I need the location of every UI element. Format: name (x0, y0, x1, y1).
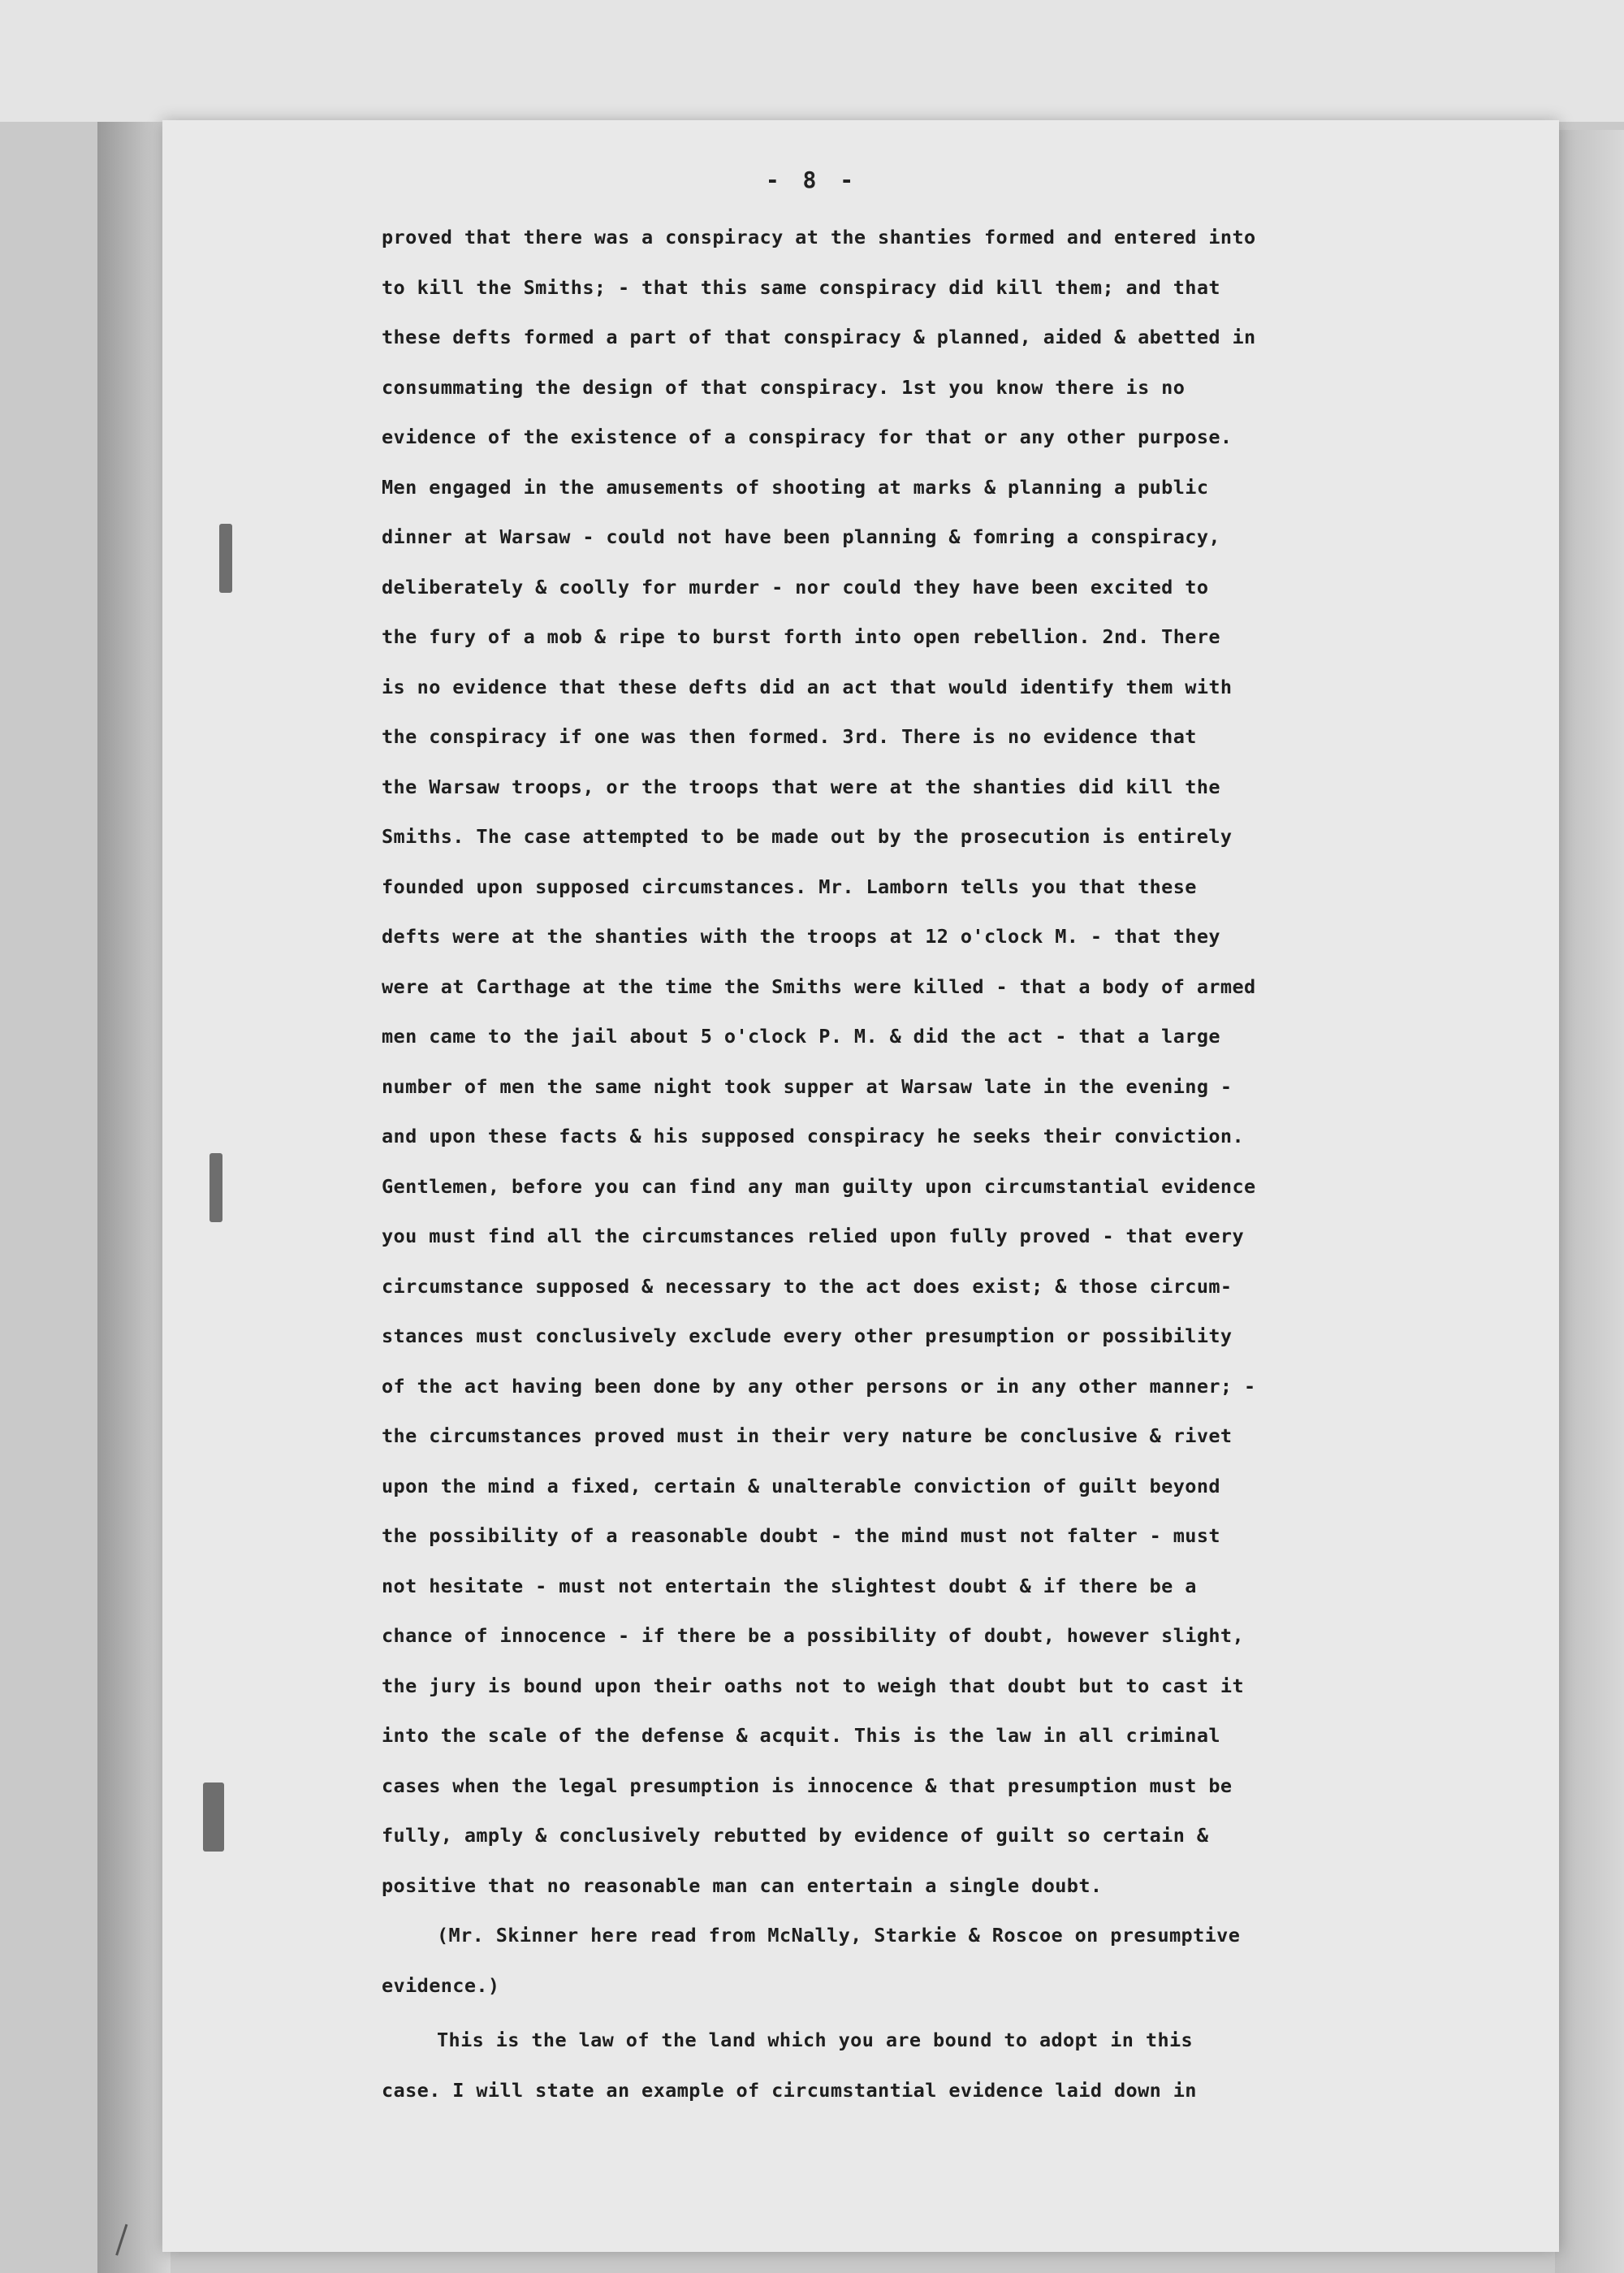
text-line: deliberately & coolly for murder - nor could they have been excited to (382, 575, 1209, 598)
text-line: to kill the Smiths; - that this same conspiracy did kill them; and that (382, 275, 1220, 299)
text-line: the Warsaw troops, or the troops that were at the shanties did kill the (382, 775, 1220, 798)
note-line: evidence.) (382, 1973, 500, 1997)
text-line: Men engaged in the amusements of shooting at marks & planning a public (382, 475, 1209, 499)
text-line: cases when the legal presumption is innocence & that presumption must be (382, 1774, 1233, 1797)
text-line: circumstance supposed & necessary to the act does exist; & those circum- (382, 1274, 1233, 1298)
note-line: (Mr. Skinner here read from McNally, Starkie & Roscoe on presumptive (437, 1924, 1241, 1947)
text-line: the possibility of a reasonable doubt - the mind must not falter - must (382, 1524, 1220, 1547)
text-line: men came to the jail about 5 o'clock P. M. & did the act - that a large (382, 1025, 1220, 1048)
text-line: proved that there was a conspiracy at the shanties formed and entered into (382, 226, 1256, 248)
text-line: and upon these facts & his supposed conspiracy he seeks their conviction. (382, 1125, 1245, 1147)
binding-mark (209, 1153, 222, 1222)
text-line: number of men the same night took supper at Warsaw late in the evening - (382, 1074, 1233, 1098)
document-body (382, 213, 1429, 2115)
closing-line: case. I will state an example of circumstantial evidence laid down in (382, 2078, 1197, 2102)
text-line: stances must conclusively exclude every other presumption or possibility (382, 1324, 1233, 1347)
text-line: of the act having been done by any other persons or in any other manner; - (382, 1374, 1256, 1398)
text-line: the conspiracy if one was then formed. 3rd. There is no evidence that (382, 725, 1197, 748)
text-line: you must find all the circumstances relied upon fully proved - that every (382, 1225, 1245, 1247)
text-line: upon the mind a fixed, certain & unalterable conviction of guilt beyond (382, 1474, 1220, 1497)
page-number: - 8 - (765, 166, 859, 193)
binding-mark (203, 1783, 224, 1852)
binder-shadow (97, 122, 171, 2273)
text-line: positive that no reasonable man can entertain a single doubt. (382, 1873, 1103, 1897)
scan-background-top (0, 0, 1624, 122)
text-line: Smiths. The case attempted to be made out by the prosecution is entirely (382, 825, 1233, 848)
text-line: were at Carthage at the time the Smiths were killed - that a body of armed (382, 974, 1256, 998)
text-line: is no evidence that these defts did an act that would identify them with (382, 675, 1233, 698)
text-line: these defts formed a part of that conspiracy & planned, aided & abetted in (382, 326, 1256, 348)
text-line: dinner at Warsaw - could not have been planning & fomring a conspiracy, (382, 525, 1220, 548)
text-line: not hesitate - must not entertain the slightest doubt & if there be a (382, 1574, 1197, 1597)
text-line: fully, amply & conclusively rebutted by evidence of guilt so certain & (382, 1824, 1209, 1847)
text-line: chance of innocence - if there be a possibility of doubt, however slight, (382, 1624, 1245, 1647)
text-line: the circumstances proved must in their very nature be conclusive & rivet (382, 1424, 1233, 1447)
binding-mark (219, 524, 232, 593)
text-line: the fury of a mob & ripe to burst forth into open rebellion. 2nd. There (382, 625, 1220, 648)
page-edge-shadow (1555, 130, 1624, 2273)
text-line: into the scale of the defense & acquit. This is the law in all criminal (382, 1724, 1220, 1747)
text-line: consummating the design of that conspiracy. 1st you know there is no (382, 375, 1186, 399)
text-line: evidence of the existence of a conspiracy for that or any other purpose. (382, 426, 1233, 448)
text-line: founded upon supposed circumstances. Mr. Lamborn tells you that these (382, 875, 1197, 898)
text-line: defts were at the shanties with the troops at 12 o'clock M. - that they (382, 925, 1220, 948)
text-line: Gentlemen, before you can find any man guilty upon circumstantial evidence (382, 1174, 1256, 1198)
text-line: the jury is bound upon their oaths not to weigh that doubt but to cast it (382, 1674, 1245, 1697)
closing-line: This is the law of the land which you are bound to adopt in this (437, 2029, 1194, 2051)
